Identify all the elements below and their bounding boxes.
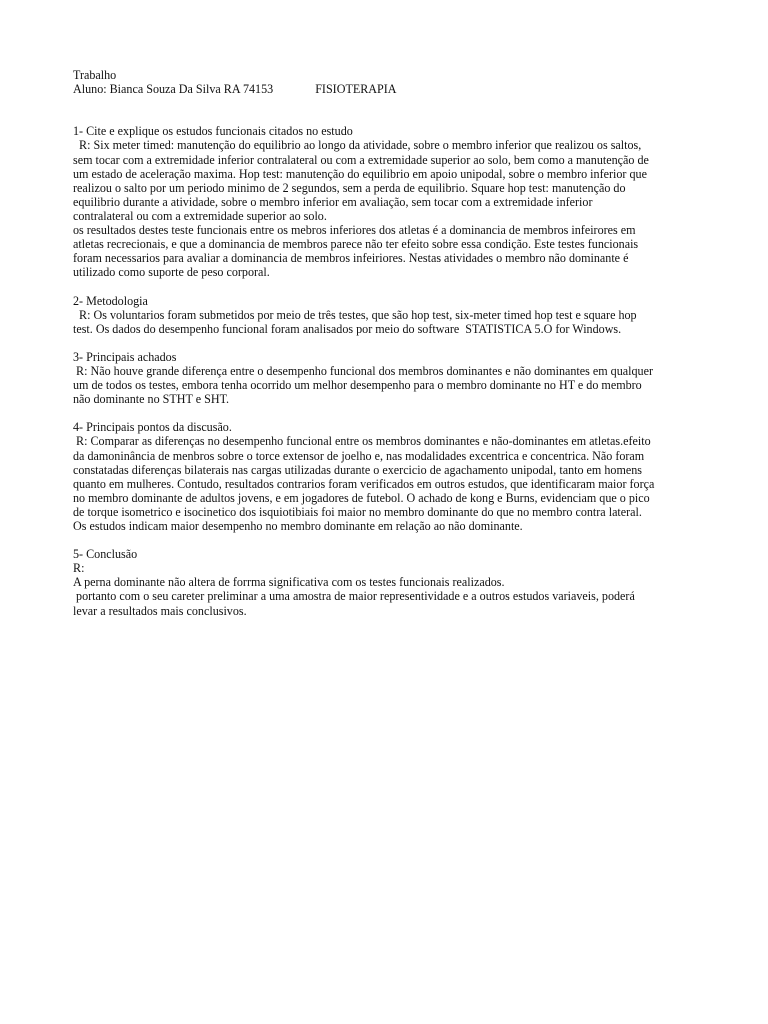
spacer <box>73 336 695 350</box>
answer-line: no membro dominante de adultos jovens, e em jogadores de futebol. O achado de kong e Burns, evidenciam que o pico <box>73 490 650 505</box>
answer-line: sem tocar com a extremidade inferior contralateral ou com a extremidade superior ao solo, bem como a manutenção de <box>73 152 649 167</box>
section-heading: 1- Cite e explique os estudos funcionais citados no estudo <box>73 124 353 139</box>
answer-line: utilizado como suporte de peso corporal. <box>73 265 270 280</box>
answer-line: de torque isometrico e isocinetico dos isquiotibiais foi maior no membro dominante do que no membro contra lateral. <box>73 504 642 519</box>
answer-line: R: Não houve grande diferença entre o desempenho funcional dos membros dominantes e não dominantes em qualquer <box>73 363 653 378</box>
section-heading: 4- Principais pontos da discusão. <box>73 420 232 435</box>
answer-line: os resultados destes teste funcionais entre os mebros inferiores dos atletas é a dominancia de membros infeirores em <box>73 223 636 238</box>
document-title: Trabalho <box>73 68 117 82</box>
answer-line: equilibrio durante a atividade, sobre o membro inferior em avaliação, sem tocar com a extremidade inferior <box>73 194 593 209</box>
answer-line: quanto em mulheres. Contudo, resultados contrarios foram verificados em outros estudos, que identificaram maior força <box>73 476 655 491</box>
answer-line: não dominante no STHT e SHT. <box>73 392 230 407</box>
discipline-label: FISIOTERAPIA <box>315 82 397 97</box>
student-info: Aluno: Bianca Souza Da Silva RA 74153 <box>73 82 274 97</box>
answer-line: Os estudos indicam maior desempenho no membro dominante em relação ao não dominante. <box>73 519 523 533</box>
answer-line: contralateral ou com a extremidade superior ao solo. <box>73 208 327 223</box>
section-4 <box>73 420 695 533</box>
section-1 <box>73 124 695 279</box>
section-heading: 3- Principais achados <box>73 349 177 364</box>
section-heading: 5- Conclusão <box>73 547 138 562</box>
answer-line: levar a resultados mais conclusivos. <box>73 603 247 618</box>
section-heading: 2- Metodologia <box>73 293 148 308</box>
answer-line: constatadas diferenças bilaterais nas cargas utilizadas durante o exercicio de agachamento unipodal, tanto em homens <box>73 462 642 477</box>
answer-line: atletas recrecionais, e que a dominancia de membros parece não ter efeito sobre essa condição. Este testes funcionais <box>73 237 639 252</box>
answer-line: test. Os dados do desempenho funcional foram analisados por meio do software STATISTICA 5.O for Windows. <box>73 321 622 336</box>
student-line <box>73 82 695 96</box>
answer-line: R: Six meter timed: manutenção do equilibrio ao longo da atividade, sobre o membro inferior que realizou os saltos, <box>73 138 642 153</box>
section-3 <box>73 350 695 406</box>
document-page <box>73 68 695 618</box>
section-2 <box>73 294 695 336</box>
answer-line: R: Comparar as diferenças no desempenho funcional entre os membros dominantes e não-dominantes em atletas.efeito <box>73 434 651 449</box>
answer-line: R: <box>73 561 85 576</box>
section-5 <box>73 547 695 617</box>
answer-line: da damoninância de menbros sobre o torce extensor de joelho e, nas modalidades excentrica e concentrica. Não foram <box>73 448 645 463</box>
answer-line: foram necessarios para avaliar a dominancia de membros infeiriores. Nestas atividades o membro não dominante é <box>73 251 629 266</box>
spacer <box>73 279 695 293</box>
answer-line: realizou o salto por um periodo minimo de 2 segundos, sem a perda de equilibrio. Square hop test: manutenção do <box>73 180 626 195</box>
spacer <box>73 533 695 547</box>
answer-line: R: Os voluntarios foram submetidos por meio de três testes, que são hop test, six-meter timed hop test e square hop <box>73 307 637 322</box>
answer-line: um estado de aceleração maxima. Hop test: manutenção do equilibrio em apoio unipodal, sobre o membro inferior que <box>73 166 647 181</box>
answer-line: portanto com o seu careter preliminar a uma amostra de maior representividade e a outros estudos variaveis, poderá <box>73 589 635 604</box>
answer-line: A perna dominante não altera de forrma significativa com os testes funcionais realizados. <box>73 575 505 590</box>
answer-line: um de todos os testes, embora tenha ocorrido um melhor desempenho para o membro dominante no HT e do membro <box>73 378 642 393</box>
spacer <box>73 406 695 420</box>
spacer <box>73 96 695 124</box>
